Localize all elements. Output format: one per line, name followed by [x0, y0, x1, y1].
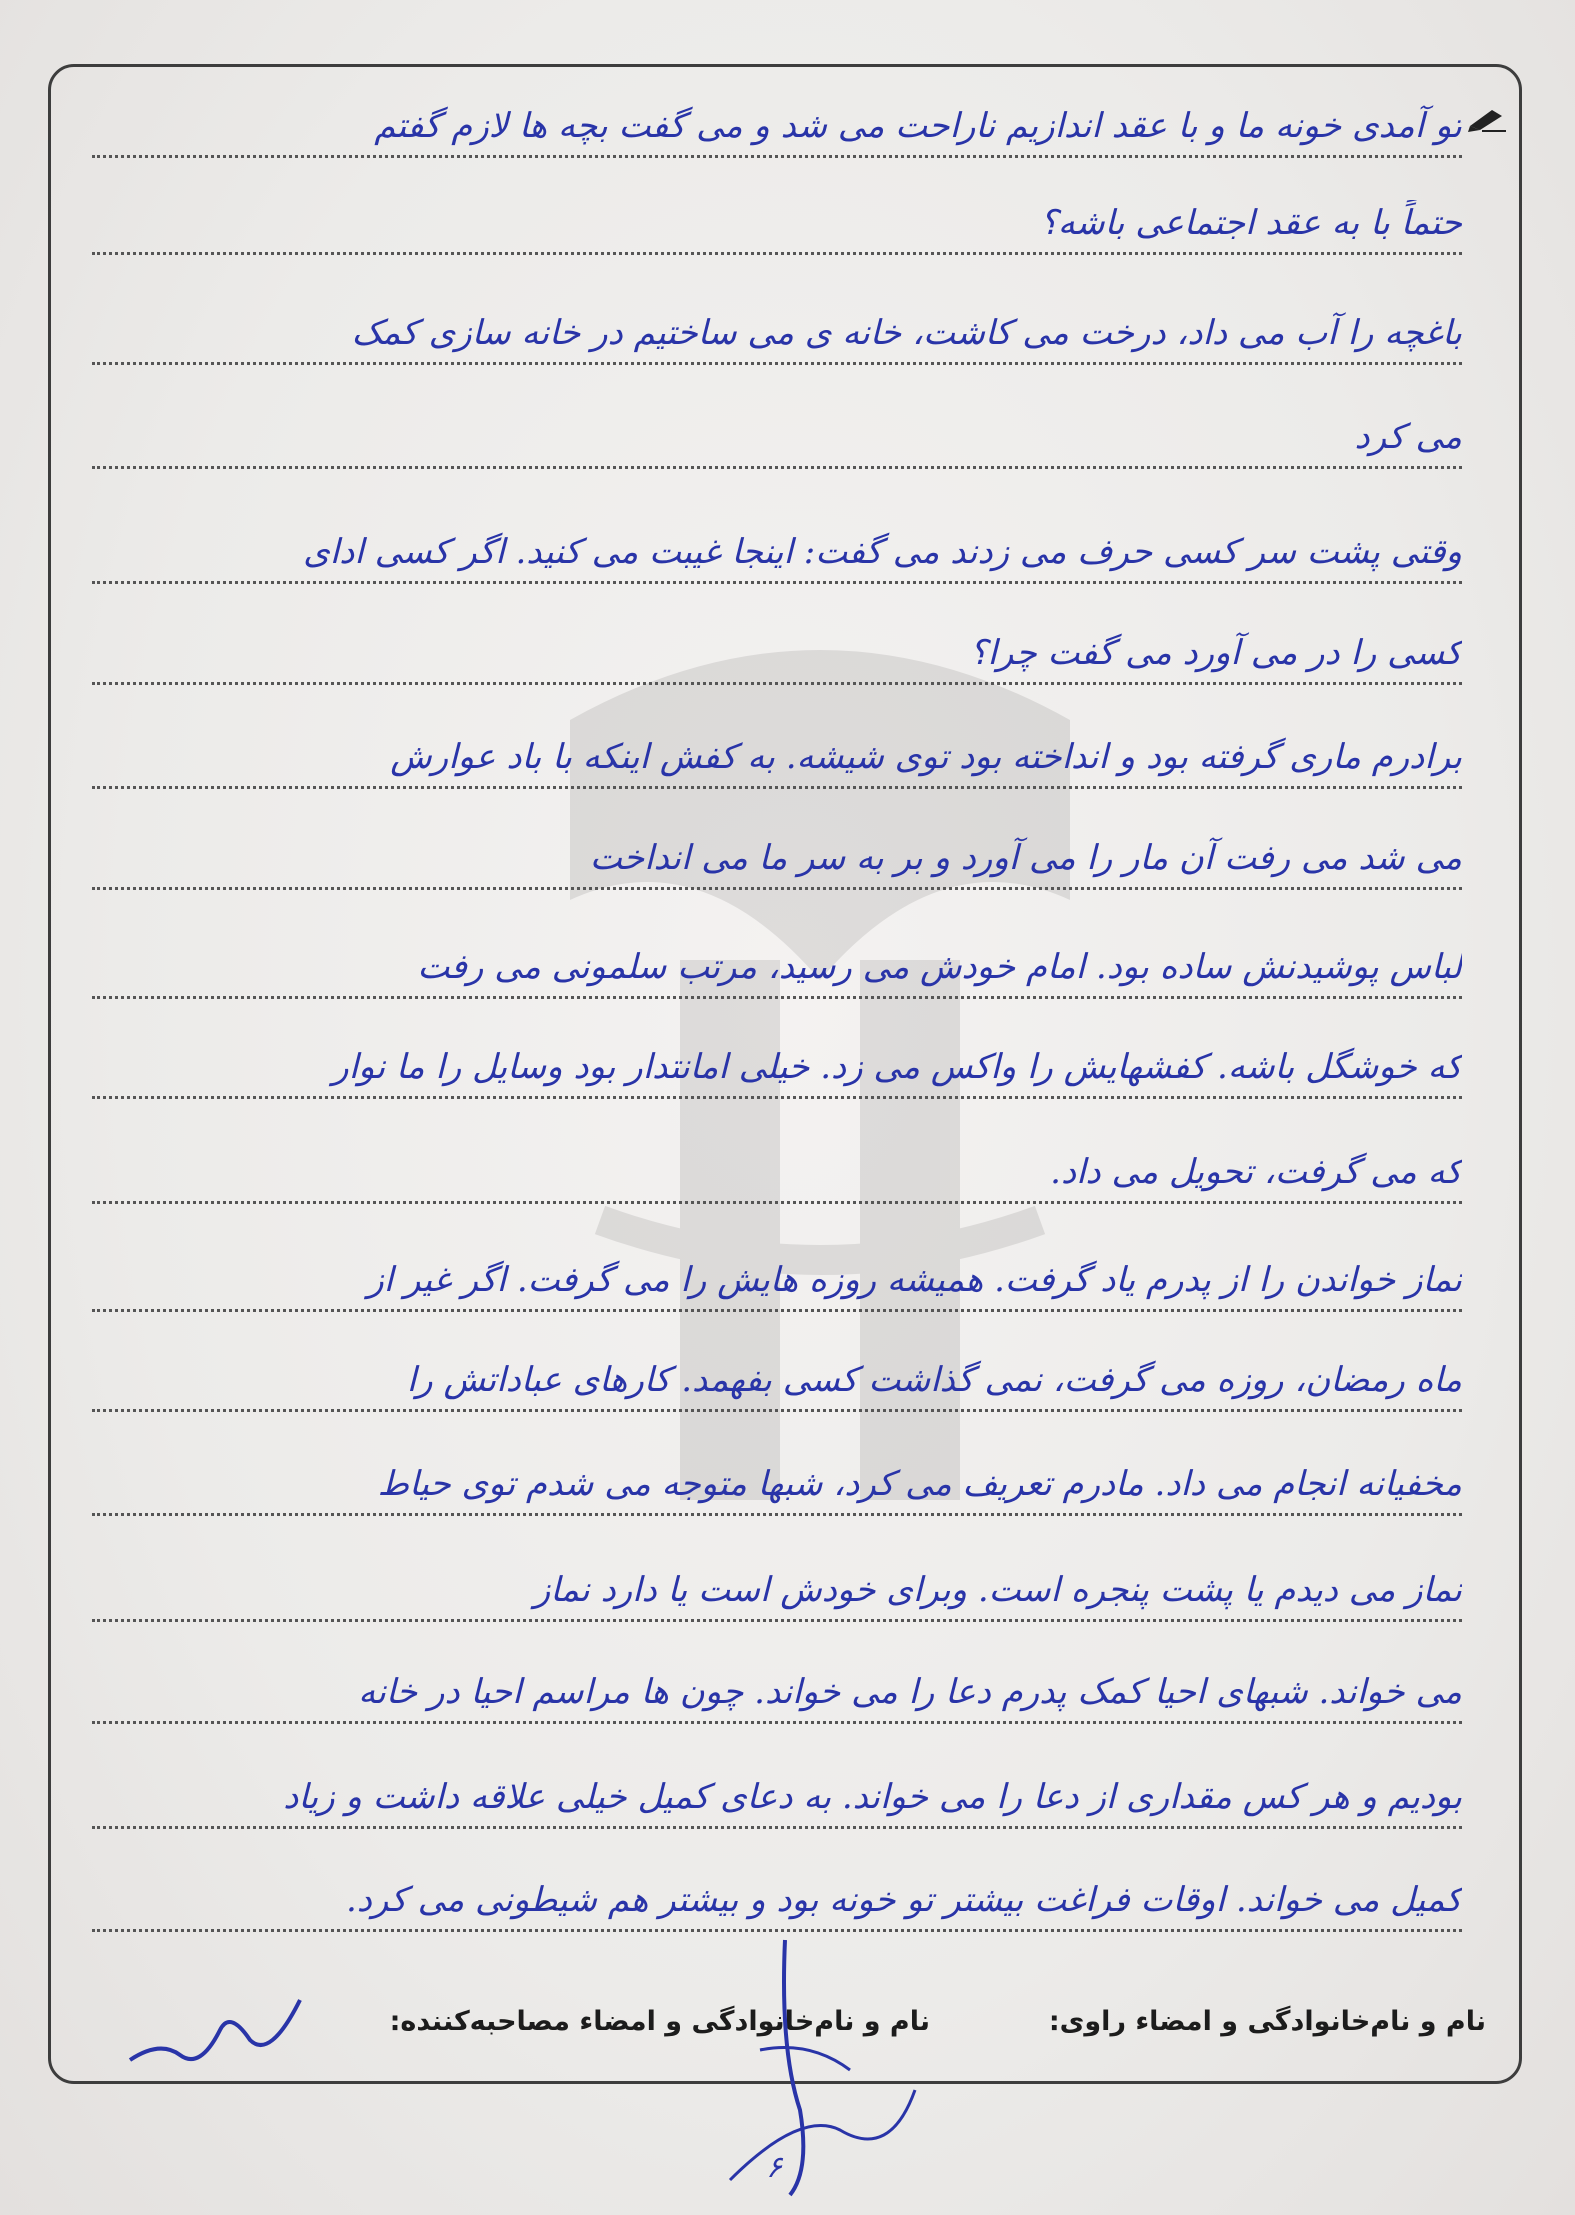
narrator-signature-label: نام و نام‌خانوادگی و امضاء راوی:	[1048, 2006, 1486, 2037]
text-line	[92, 301, 1462, 365]
text-line	[92, 621, 1462, 685]
page-number: ۶	[766, 2150, 783, 2185]
handwritten-text: برادرم ماری گرفته بود و انداخته بود توی شیشه. به کفش اینکه با باد عوارش	[390, 737, 1462, 777]
text-line	[92, 94, 1462, 158]
interviewer-signature-label: نام و نام‌خانوادگی و امضاء مصاحبه‌کننده:	[389, 2006, 930, 2037]
handwritten-text: ماه رمضان، روزه می گرفت، نمی گذاشت کسی بفهمد. کارهای عباداتش را	[406, 1360, 1462, 1400]
handwritten-text: بودیم و هر کس مقداری از دعا را می خواند. به دعای کمیل خیلی علاقه داشت و زیاد	[283, 1777, 1462, 1817]
text-line	[92, 1868, 1462, 1932]
handwritten-text: نماز خواندن را از پدرم یاد گرفت. همیشه روزه هایش را می گرفت. اگر غیر از	[367, 1260, 1462, 1300]
text-line	[92, 1140, 1462, 1204]
text-line	[92, 405, 1462, 469]
handwritten-text: که خوشگل باشه. کفشهایش را واکس می زد. خیلی امانتدار بود وسایل را ما نوار	[332, 1047, 1462, 1087]
handwritten-text: می کرد	[1354, 417, 1462, 457]
handwritten-text: نماز می دیدم یا پشت پنجره است. وبرای خودش است یا دارد نماز	[533, 1570, 1462, 1610]
handwritten-text: تو آمدی خونه ما و با عقد اندازیم ناراحت می شد و می گفت بچه ها لازم گفتم	[374, 106, 1462, 146]
text-line	[92, 520, 1462, 584]
text-line	[92, 1348, 1462, 1412]
interviewer-signature-icon	[690, 1930, 920, 2200]
handwritten-text: که می گرفت، تحویل می داد.	[1050, 1152, 1462, 1192]
text-line	[92, 1035, 1462, 1099]
text-line	[92, 1660, 1462, 1724]
text-line	[92, 1558, 1462, 1622]
handwritten-text: باغچه را آب می داد، درخت می کاشت، خانه ی می ساختیم در خانه سازی کمک	[351, 313, 1462, 353]
text-line	[92, 191, 1462, 255]
text-line	[92, 1765, 1462, 1829]
handwritten-lines	[92, 0, 1462, 2215]
handwritten-text: مخفیانه انجام می داد. مادرم تعریف می کرد، شبها متوجه می شدم توی حیاط	[377, 1464, 1462, 1504]
handwritten-text: کمیل می خواند. اوقات فراغت بیشتر تو خونه بود و بیشتر هم شیطونی می کرد.	[345, 1880, 1462, 1920]
text-line	[92, 935, 1462, 999]
handwritten-text: حتماً با به عقد اجتماعی باشه؟	[1039, 203, 1462, 243]
handwritten-text: می شد می رفت آن مار را می آورد و بر به سر ما می انداخت	[589, 838, 1462, 878]
text-line	[92, 826, 1462, 890]
pencil-icon	[1468, 106, 1508, 132]
text-line	[92, 1452, 1462, 1516]
text-line	[92, 725, 1462, 789]
text-line	[92, 1248, 1462, 1312]
handwritten-text: لباس پوشیدنش ساده بود. امام خودش می رسید، مرتب سلمونی می رفت	[417, 947, 1462, 987]
handwritten-text: کسی را در می آورد می گفت چرا؟	[969, 633, 1462, 673]
narrator-signature-icon	[120, 1980, 310, 2080]
handwritten-text: وقتی پشت سر کسی حرف می زدند می گفت: اینجا غیبت می کنید. اگر کسی ادای	[303, 532, 1462, 572]
handwritten-text: می خواند. شبهای احیا کمک پدرم دعا را می خواند. چون ها مراسم احیا در خانه	[358, 1672, 1462, 1712]
